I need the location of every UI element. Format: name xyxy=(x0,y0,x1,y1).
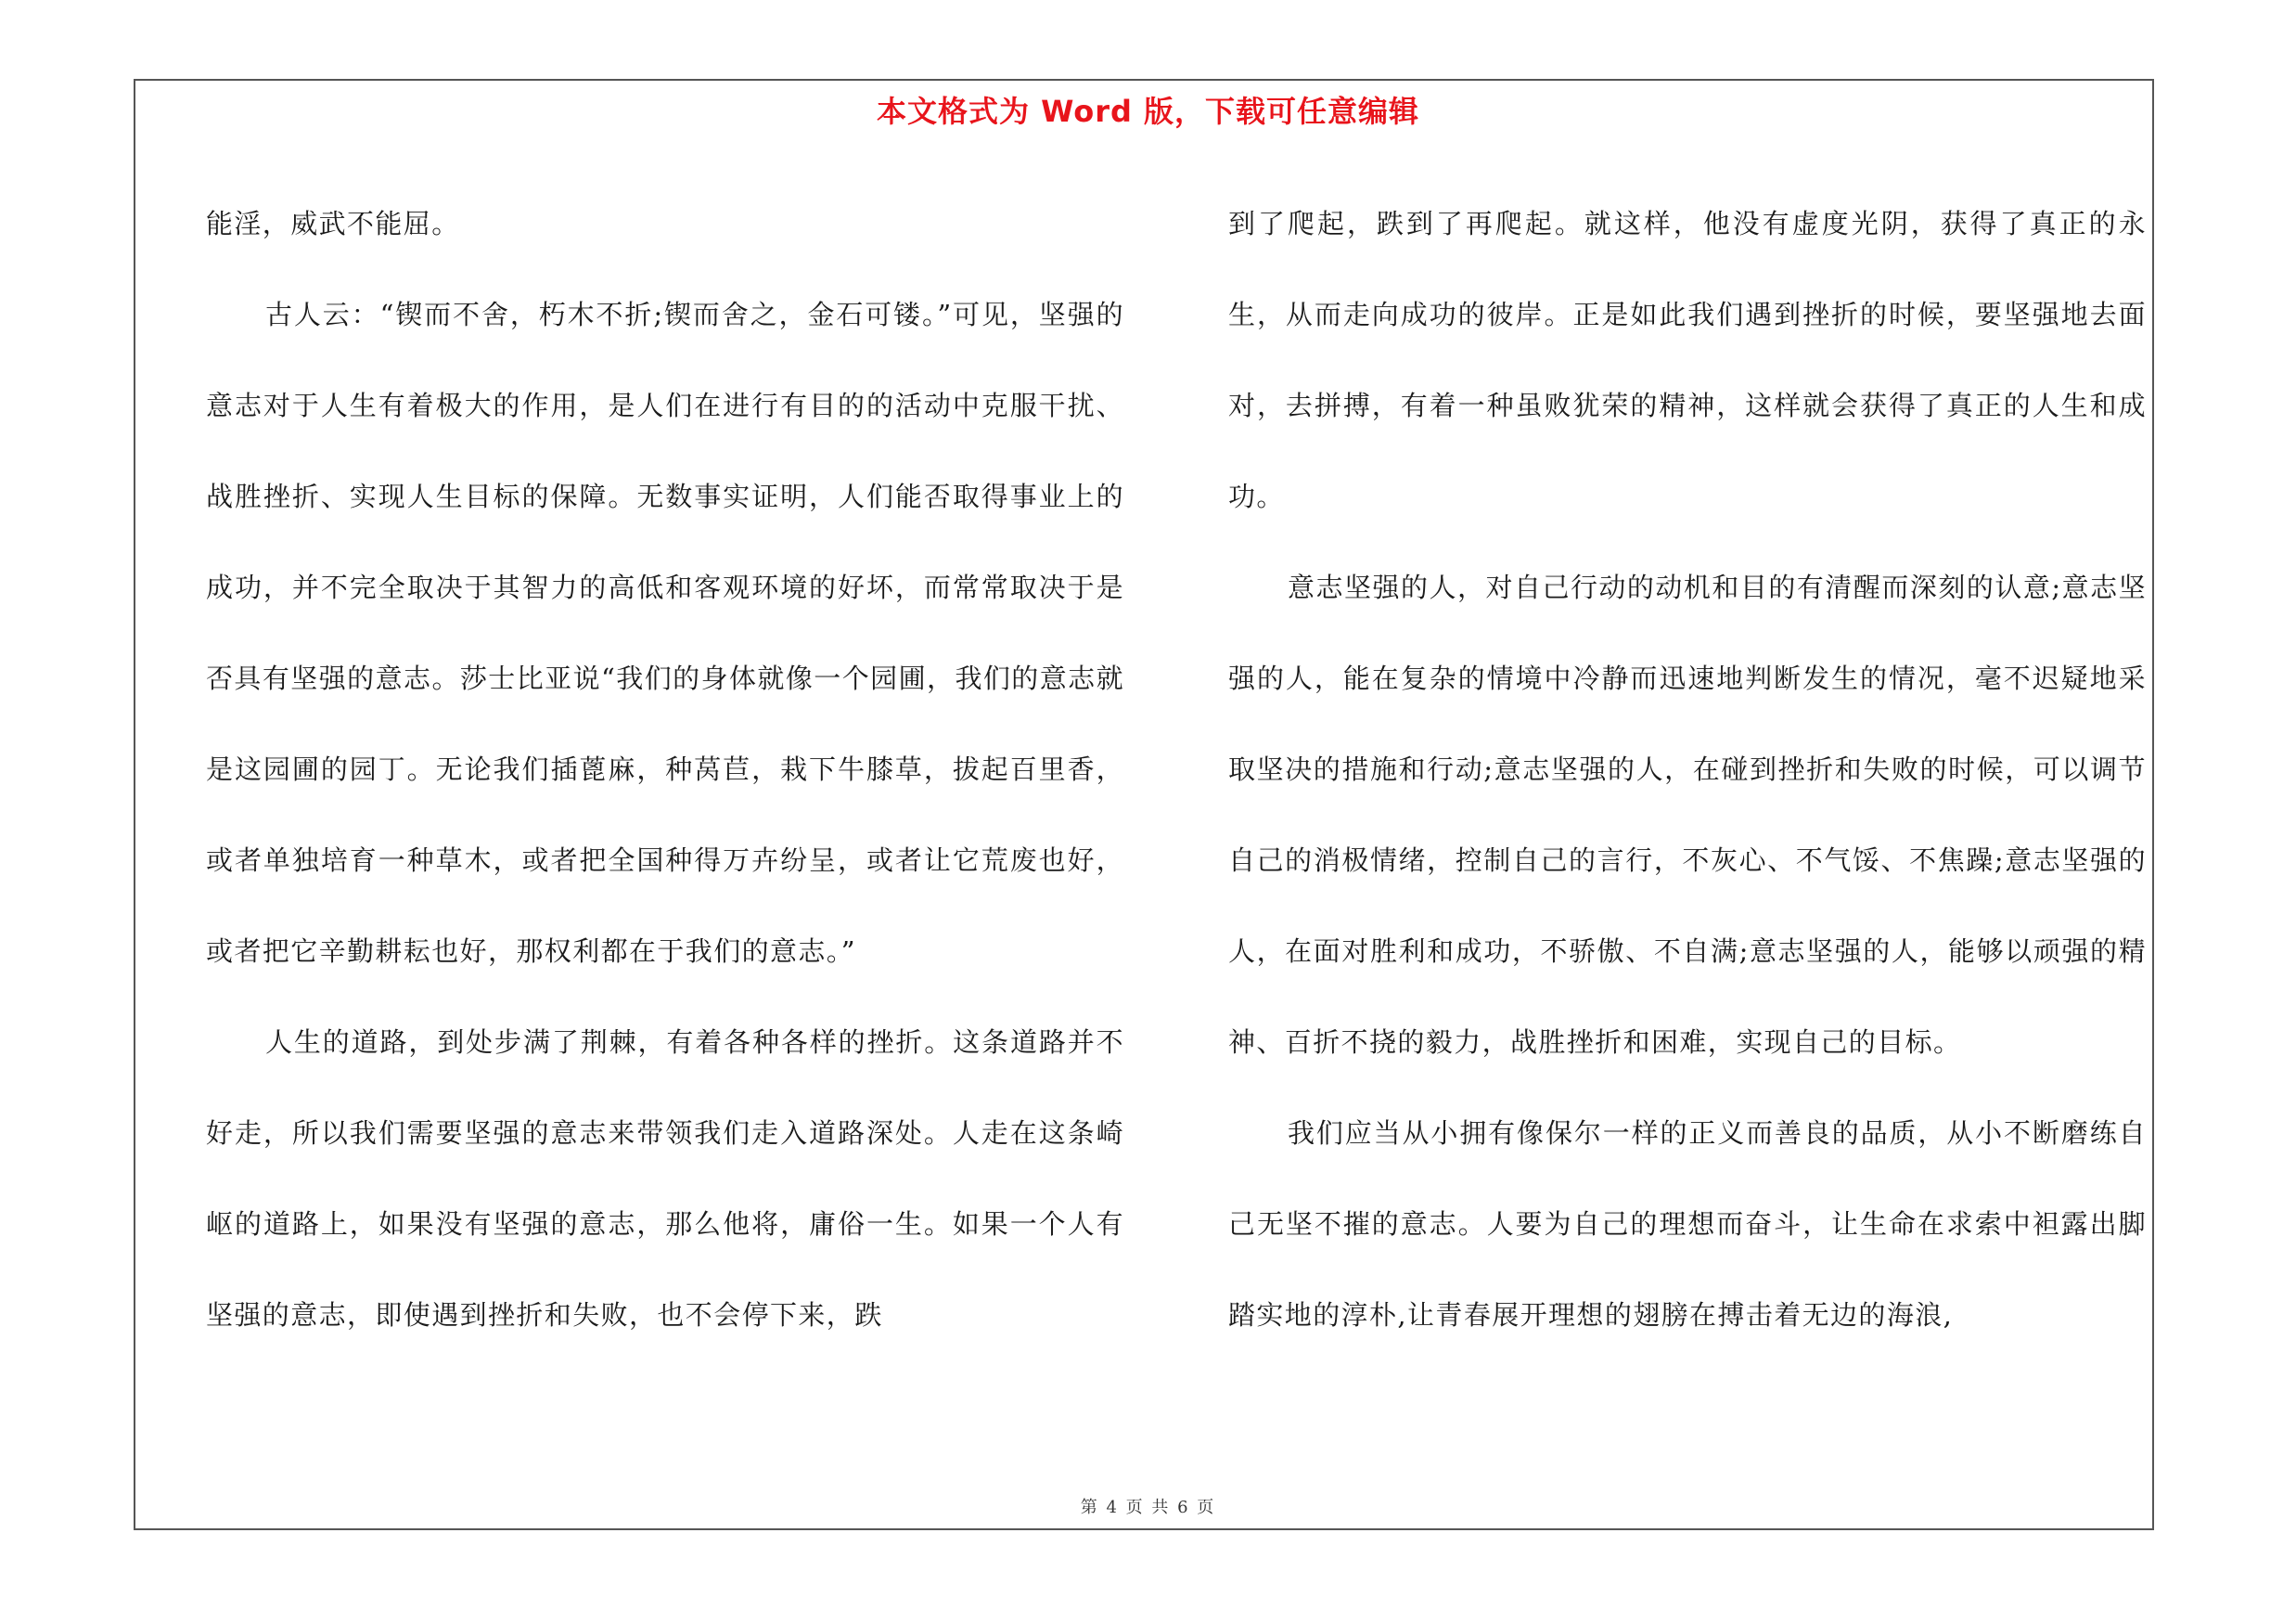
paragraph: 古人云：“锲而不舍，朽木不折;锲而舍之，金石可镂。”可见，坚强的意志对于人生有着极大的作用，是人们在进行有目的的活动中克服干扰、战胜挫折、实现人生目标的保障。无数事实证明，人们能否取得事业上的成功，并不完全取决于其智力的高低和客观环境的好坏，而常常取决于是否具有坚强的意志。莎士比亚说“我们的身体就像一个园圃，我们的意志就是这园圃的园丁。无论我们插蓖麻，种莴苣，栽下牛膝草，拔起百里香，或者单独培育一种草木，或者把全国种得万卉纷呈，或者让它荒废也好，或者把它辛勤耕耘也好，那权利都在于我们的意志。” xyxy=(206,299,1124,967)
page-number: 第 4 页 共 6 页 xyxy=(1080,1498,1216,1517)
paragraph-continuation: 到了爬起，跌到了再爬起。就这样，他没有虚度光阴，获得了真正的永生，从而走向成功的彼岸。正是如此我们遇到挫折的时候，要坚强地去面对，去拼搏，有着一种虽败犹荣的精神，这样就会获得了真正的人生和成功。 xyxy=(1228,208,2147,512)
right-text-column xyxy=(1228,178,2147,1360)
left-text-column xyxy=(206,178,1124,1360)
paragraph: 意志坚强的人，对自己行动的动机和目的有清醒而深刻的认意;意志坚强的人，能在复杂的情境中冷静而迅速地判断发生的情况，毫不迟疑地采取坚决的措施和行动;意志坚强的人，在碰到挫折和失败的时候，可以调节自己的消极情绪，控制自己的言行，不灰心、不气馁、不焦躁;意志坚强的人，在面对胜利和成功，不骄傲、不自满;意志坚强的人，能够以顽强的精神、百折不挠的毅力，战胜挫折和困难，实现自己的目标。 xyxy=(1228,572,2147,1058)
paragraph: 人生的道路，到处步满了荆棘，有着各种各样的挫折。这条道路并不好走，所以我们需要坚强的意志来带领我们走入道路深处。人走在这条崎岖的道路上，如果没有坚强的意志，那么他将，庸俗一生。如果一个人有坚强的意志，即使遇到挫折和失败，也不会停下来，跌 xyxy=(206,1026,1124,1331)
paragraph: 我们应当从小拥有像保尔一样的正义而善良的品质，从小不断磨练自己无坚不摧的意志。人要为自己的理想而奋斗，让生命在求索中袒露出脚踏实地的淳朴,让青春展开理想的翅膀在搏击着无边的海浪, xyxy=(1228,1117,2147,1331)
paragraph-continuation: 能淫，威武不能屈。 xyxy=(206,208,460,239)
word-format-banner: 本文格式为 Word 版，下载可任意编辑 xyxy=(876,94,1420,129)
